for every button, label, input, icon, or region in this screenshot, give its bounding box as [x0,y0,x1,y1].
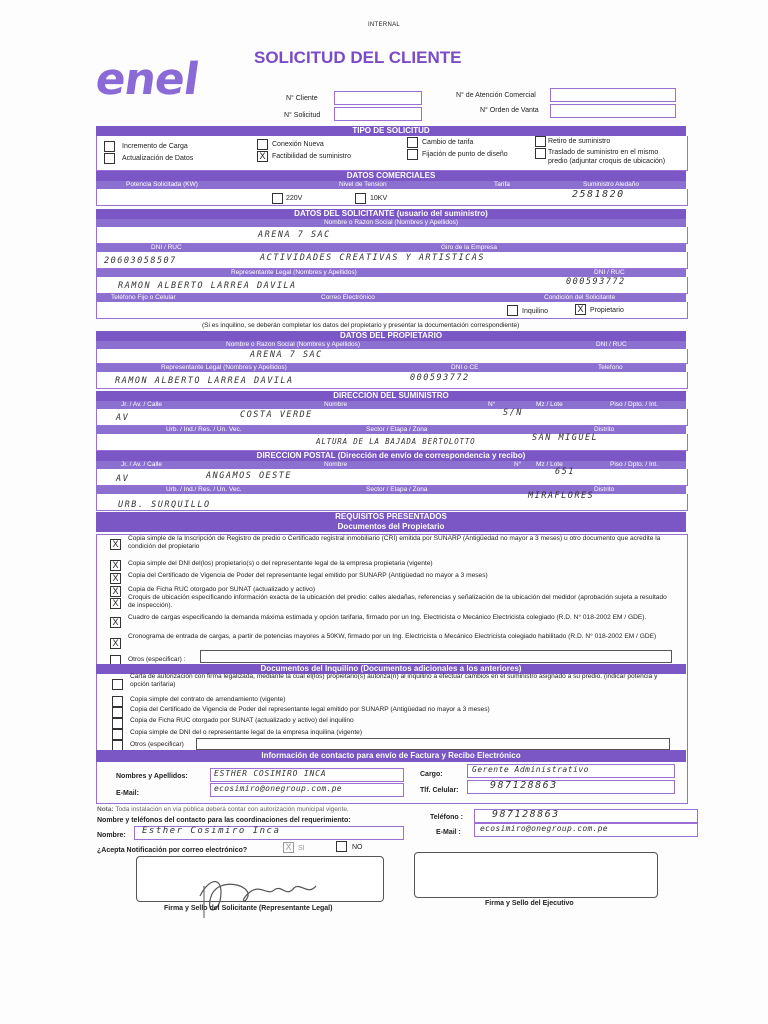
prop-rep-label: Representante Legal (Nombres y Apellidos) [161,364,287,371]
rep-legal-label: Representante Legal (Nombres y Apellidos) [231,269,357,276]
req-inq-2-text: Copia del Certificado de Vigencia de Poder del representante legal emitido por SUNARP (Antigüedad no mayor a 3 meses) [130,706,490,713]
dni-ruc-2-label: DNI / RUC [594,269,625,276]
direccion-bar: DIRECCION DEL SUMINISTRO [96,391,686,401]
tarifa-label: Tarifa [494,181,510,188]
dir-urb-label: Urb. / Ind./ Res. / Un. Vec. [166,426,242,433]
atencion-field[interactable] [550,88,676,102]
celular-value: 987128863 [490,780,558,791]
220v-checkbox[interactable] [272,193,283,204]
actualizacion-label: Actualización de Datos [122,155,194,162]
factibilidad-checkbox[interactable]: X [257,151,268,162]
nivel-label: Nivel de Tension [339,181,387,188]
classification-label: INTERNAL [367,22,401,28]
dni-ruc-2-value: 000593772 [566,277,626,287]
req-inq-1-checkbox[interactable] [112,696,123,707]
traslado-label-1: Traslado de suministro en el mismo [548,149,659,156]
cambio-tarifa-label: Cambio de tarifa [422,139,474,146]
req-prop-4-checkbox[interactable]: X [110,598,121,609]
conexion-label: Conexión Nueva [272,141,324,148]
aledano-label: Suministro Aledaño [583,181,640,188]
220v-label: 220V [286,195,303,202]
cambio-tarifa-checkbox[interactable] [407,137,418,148]
req-prop-0-text: Copia simple de la Inscripción de Registro de predio o Certificado registral inmobiliario (CRI) emitida por SUNARP (Antigüedad no mayor a 3 meses) u otro documento que acredite la condición del propietario [128,535,661,550]
req-prop-7-text: Otros (especificar) : [128,656,186,663]
req-prop-1-checkbox[interactable]: X [110,560,121,571]
aledano-value: 2581820 [572,189,625,200]
no-label: NO [352,844,363,851]
req-prop-3-text: Copia de Ficha RUC otorgado por SUNAT (actualizado y activo) [128,586,316,593]
nombres-value: ESTHER COSIMIRO INCA [214,769,327,778]
dir-jr-value: AV [116,413,130,423]
comerciales-bar: DATOS COMERCIALES [96,171,686,181]
post-nombre-label: Nombre [324,461,348,468]
postal-row-1 [96,469,688,486]
factibilidad-label: Factibilidad de suministro [272,153,351,160]
incremento-label: Incremento de Carga [122,143,188,150]
firma-ejecutivo-box[interactable] [414,852,658,898]
email-contacto-value: ecosimiro@onegroup.com.pe [480,824,608,833]
contacto-bar: Información de contacto para envío de Factura y Recibo Electrónico [96,750,686,762]
telefono-contacto-label: Teléfono : [430,814,463,821]
post-distrito-label: Distrito [594,486,615,493]
req-inq-4-text: Copia simple de DNI del o representante legal de la empresa inquilina (vigente) [130,729,363,736]
nota-bold: Nota: [97,806,114,813]
post-urb-value: URB. SURQUILLO [118,500,211,510]
telefono-label: Teléfono Fijo o Celular [111,294,176,301]
req-inq-3-checkbox[interactable] [112,718,123,729]
nota-line [97,806,349,813]
post-mz-label: Mz / Lote [536,461,563,468]
req-inq-0-text: Carta de autorización con firma legalizada, mediante la cual el(los) propietario(s) autoriza(n) al inquilino a efectuar cambios en el suministro asignado a su predio. (indicar potencia y opción tarifaria) [130,673,658,688]
cliente-label: N° Cliente [286,95,318,102]
solicitante-nombre-header: Nombre o Razon Social (Nombres y Apellidos) [96,219,686,227]
nombre-contacto-label: Nombre: [97,832,126,839]
req-inq-1-text: Copia simple del contrato de arrendamiento (vigente) [130,696,286,703]
inquilino-checkbox[interactable] [507,305,518,316]
req-inq-0-checkbox[interactable] [112,679,123,690]
dir-n-label: N° [488,401,496,408]
si-label: SI [298,845,305,852]
dir-sector-label: Sector / Etapa / Zona [366,426,428,433]
req-prop-5-text: Cuadro de cargas especificando la demanda máxima estimada y opción tarifaria, firmado por un Ing. Electricista o Mecánico Electricista colegiado (R.D. N° 018-2002 EM / GDE). [128,614,647,621]
post-urb-label: Urb. / Ind./ Res. / Un. Vec. [166,486,242,493]
post-distrito-value: MIRAFLORES [528,491,595,501]
retiro-label: Retiro de suministro [548,138,611,145]
propietario-nombre-row [96,349,688,364]
req-prop-2-checkbox[interactable]: X [110,573,121,584]
propietario-checkbox[interactable]: X [575,304,586,315]
firma-ejecutivo-label: Firma y Sello del Ejecutivo [485,900,574,907]
req-prop-6-checkbox[interactable]: X [110,638,121,649]
solicitante-contact-header [96,294,686,302]
prop-nombre-label: Nombre o Razon Social (Nombres y Apellidos) [226,341,361,348]
telefono-contacto-value: 987128863 [492,809,560,820]
cargo-label: Cargo: [420,771,443,778]
prop-dnice-label: DNI o CE [451,364,479,371]
dir-mz-label: Mz / Lote [536,401,563,408]
traslado-checkbox[interactable] [535,148,546,159]
doc-propietario-bar: Documentos del Propietario [96,522,686,532]
10kv-label: 10KV [370,195,388,202]
dir-n-value: S/N [503,408,523,418]
incremento-checkbox[interactable] [104,141,115,152]
solicitante-bar: DATOS DEL SOLICITANTE (usuario del suministro) [96,209,686,219]
solicitud-field[interactable] [334,107,422,121]
solicitante-nombre-row [96,227,688,244]
traslado-label-2: predio (adjuntar croquis de ubicación) [548,158,666,165]
req-prop-5-checkbox[interactable]: X [110,617,121,628]
otros-prop-field[interactable] [200,650,672,663]
acepta-label: ¿Acepta Notificación por correo electrónico? [97,847,248,854]
direccion-header-1 [96,401,686,409]
prop-dnice-value: 000593772 [410,373,470,383]
dir-nombre-label: Nombre [324,401,348,408]
doc-inquilino-bar: Documentos del Inquilino (Documentos adicionales a los anteriores) [96,664,686,674]
tipo-solicitud-bar: TIPO DE SOLICITUD [96,126,686,136]
prop-nombre-value: ARENA 7 SAC [250,350,323,360]
enel-logo: enel [92,54,202,105]
solicitante-dni-header [96,244,686,252]
correo-label: Correo Electrónico [321,294,375,301]
inquilino-label: Inquilino [522,308,549,315]
signature-drawing [190,856,330,926]
10kv-checkbox[interactable] [355,193,366,204]
dir-nombre-value: COSTA VERDE [240,410,313,420]
cliente-field[interactable] [334,91,422,105]
si-checkbox[interactable]: X [283,842,294,853]
dir-piso-label: Piso / Dpto. / Int. [610,401,659,408]
propietario-nombre-header [96,341,686,349]
req-prop-3-checkbox[interactable]: X [110,586,121,597]
post-jr-value: AV [116,474,130,484]
no-checkbox[interactable] [336,841,347,852]
req-inq-2-checkbox[interactable] [112,707,123,718]
req-inq-4-checkbox[interactable] [112,729,123,740]
inquilino-note: (Si es inquilino, se deberán completar los datos del propietario y presentar la documentación correspondiente) [202,322,520,329]
retiro-checkbox[interactable] [535,136,546,147]
email-label: E-Mail: [116,790,139,797]
req-prop-6-text: Cronograma de entrada de cargas, a partir de potencias mayores a 50KW, firmado por un Ing. Electricista o Mecánico Electricista colegiado habilitado (R.D. N° 018-2002 EM / GDE) [128,633,657,640]
req-inq-5-text: Otros (especificar) [130,741,184,748]
req-prop-4-text: Croquis de ubicación especificando información exacta de la ubicación del predio: calles aledañas, referencias y señalización de la ubicación del medidor (aprobación sujeta a resultado de inspección). [128,594,667,609]
prop-dni-label: DNI / RUC [596,341,627,348]
propietario-label: Propietario [590,307,624,314]
post-n-value: 651 [555,467,575,477]
dir-distrito-label: Distrito [594,426,615,433]
rep-legal-value: RAMON ALBERTO LARREA DAVILA [118,281,297,291]
comerciales-header [96,181,686,189]
cargo-value: Gerente Administrativo [472,765,589,774]
giro-value: ACTIVIDADES CREATIVAS Y ARTISTICAS [260,253,485,263]
propietario-rep-header [96,364,686,372]
celular-label: Tlf. Celular: [420,787,459,794]
dir-sector-value: ALTURA DE LA BAJADA BERTOLOTTO [316,437,476,446]
post-jr-label: Jr. / Av. / Calle [121,461,162,468]
dir-jr-label: Jr. / Av. / Calle [121,401,162,408]
solicitante-nombre-value: ARENA 7 SAC [258,230,331,240]
req-prop-1-text: Copia simple del DNI del(los) propietario(s) o del representante legal de la empresa propietaria (vigente) [128,560,433,567]
fijacion-checkbox[interactable] [407,149,418,160]
propietario-bar: DATOS DEL PROPIETARIO [96,331,686,341]
giro-label: Giro de la Empresa [441,244,497,251]
actualizacion-checkbox[interactable] [104,153,115,164]
postal-header-1 [96,461,686,469]
orden-label: N° Orden de Vanta [480,107,539,114]
requisitos-bar: REQUISITOS PRESENTADOS [96,512,686,522]
solicitante-dni-value: 20603058507 [104,256,177,266]
post-sector-label: Sector / Etapa / Zona [366,486,428,493]
otros-inq-field[interactable] [196,738,670,750]
nota-text: Toda instalación en vía pública deberá contar con autorización municipal vigente. [115,806,349,813]
req-inq-3-text: Copia de Ficha RUC otorgado por SUNAT (actualizado y activo) del inquilino [130,717,354,724]
nombres-label: Nombres y Apellidos: [116,773,188,780]
atencion-label: N° de Atención Comercial [456,92,536,99]
post-nombre-value: ANGAMOS OESTE [206,471,293,481]
req-prop-0-checkbox[interactable]: X [110,539,121,550]
orden-field[interactable] [550,104,676,118]
contacto-coord-label: Nombre y teléfonos del contacto para las coordinaciones del requerimiento: [97,817,351,824]
potencia-label: Potencia Solicitada (KW) [126,181,198,188]
firma-solicitante-label: Firma y Sello del Solicitante (Representante Legal) [164,905,333,912]
prop-tel-label: Telefono [598,364,623,371]
fijacion-label: Fijación de punto de diseño [422,151,508,158]
post-piso-label: Piso / Dpto. / Int. [610,461,659,468]
email-contacto-label: E-Mail : [436,829,461,836]
conexion-checkbox[interactable] [257,139,268,150]
dir-distrito-value: SAN MIGUEL [532,433,599,443]
direccion-row-1 [96,409,688,426]
req-prop-2-text: Copia del Certificado de Vigencia de Poder del representante legal emitido por SUNARP (Antigüedad no mayor a 3 meses) [128,572,488,579]
email-value: ecosimiro@onegroup.com.pe [214,784,342,793]
dni-ruc-label: DNI / RUC [151,244,182,251]
solicitud-label: N° Solicitud [284,112,321,119]
postal-header-2 [96,486,686,494]
postal-bar: DIRECCION POSTAL (Dirección de envío de correspondencia y recibo) [96,451,686,461]
post-n-label: N° [514,461,522,468]
solicitante-rep-header [96,269,686,277]
page-title: SOLICITUD DEL CLIENTE [254,48,462,67]
condicion-label: Condición del Solicitante [544,294,616,301]
prop-rep-value: RAMON ALBERTO LARREA DAVILA [115,376,294,386]
nombre-contacto-value: Esther Cosimiro Inca [142,826,281,836]
